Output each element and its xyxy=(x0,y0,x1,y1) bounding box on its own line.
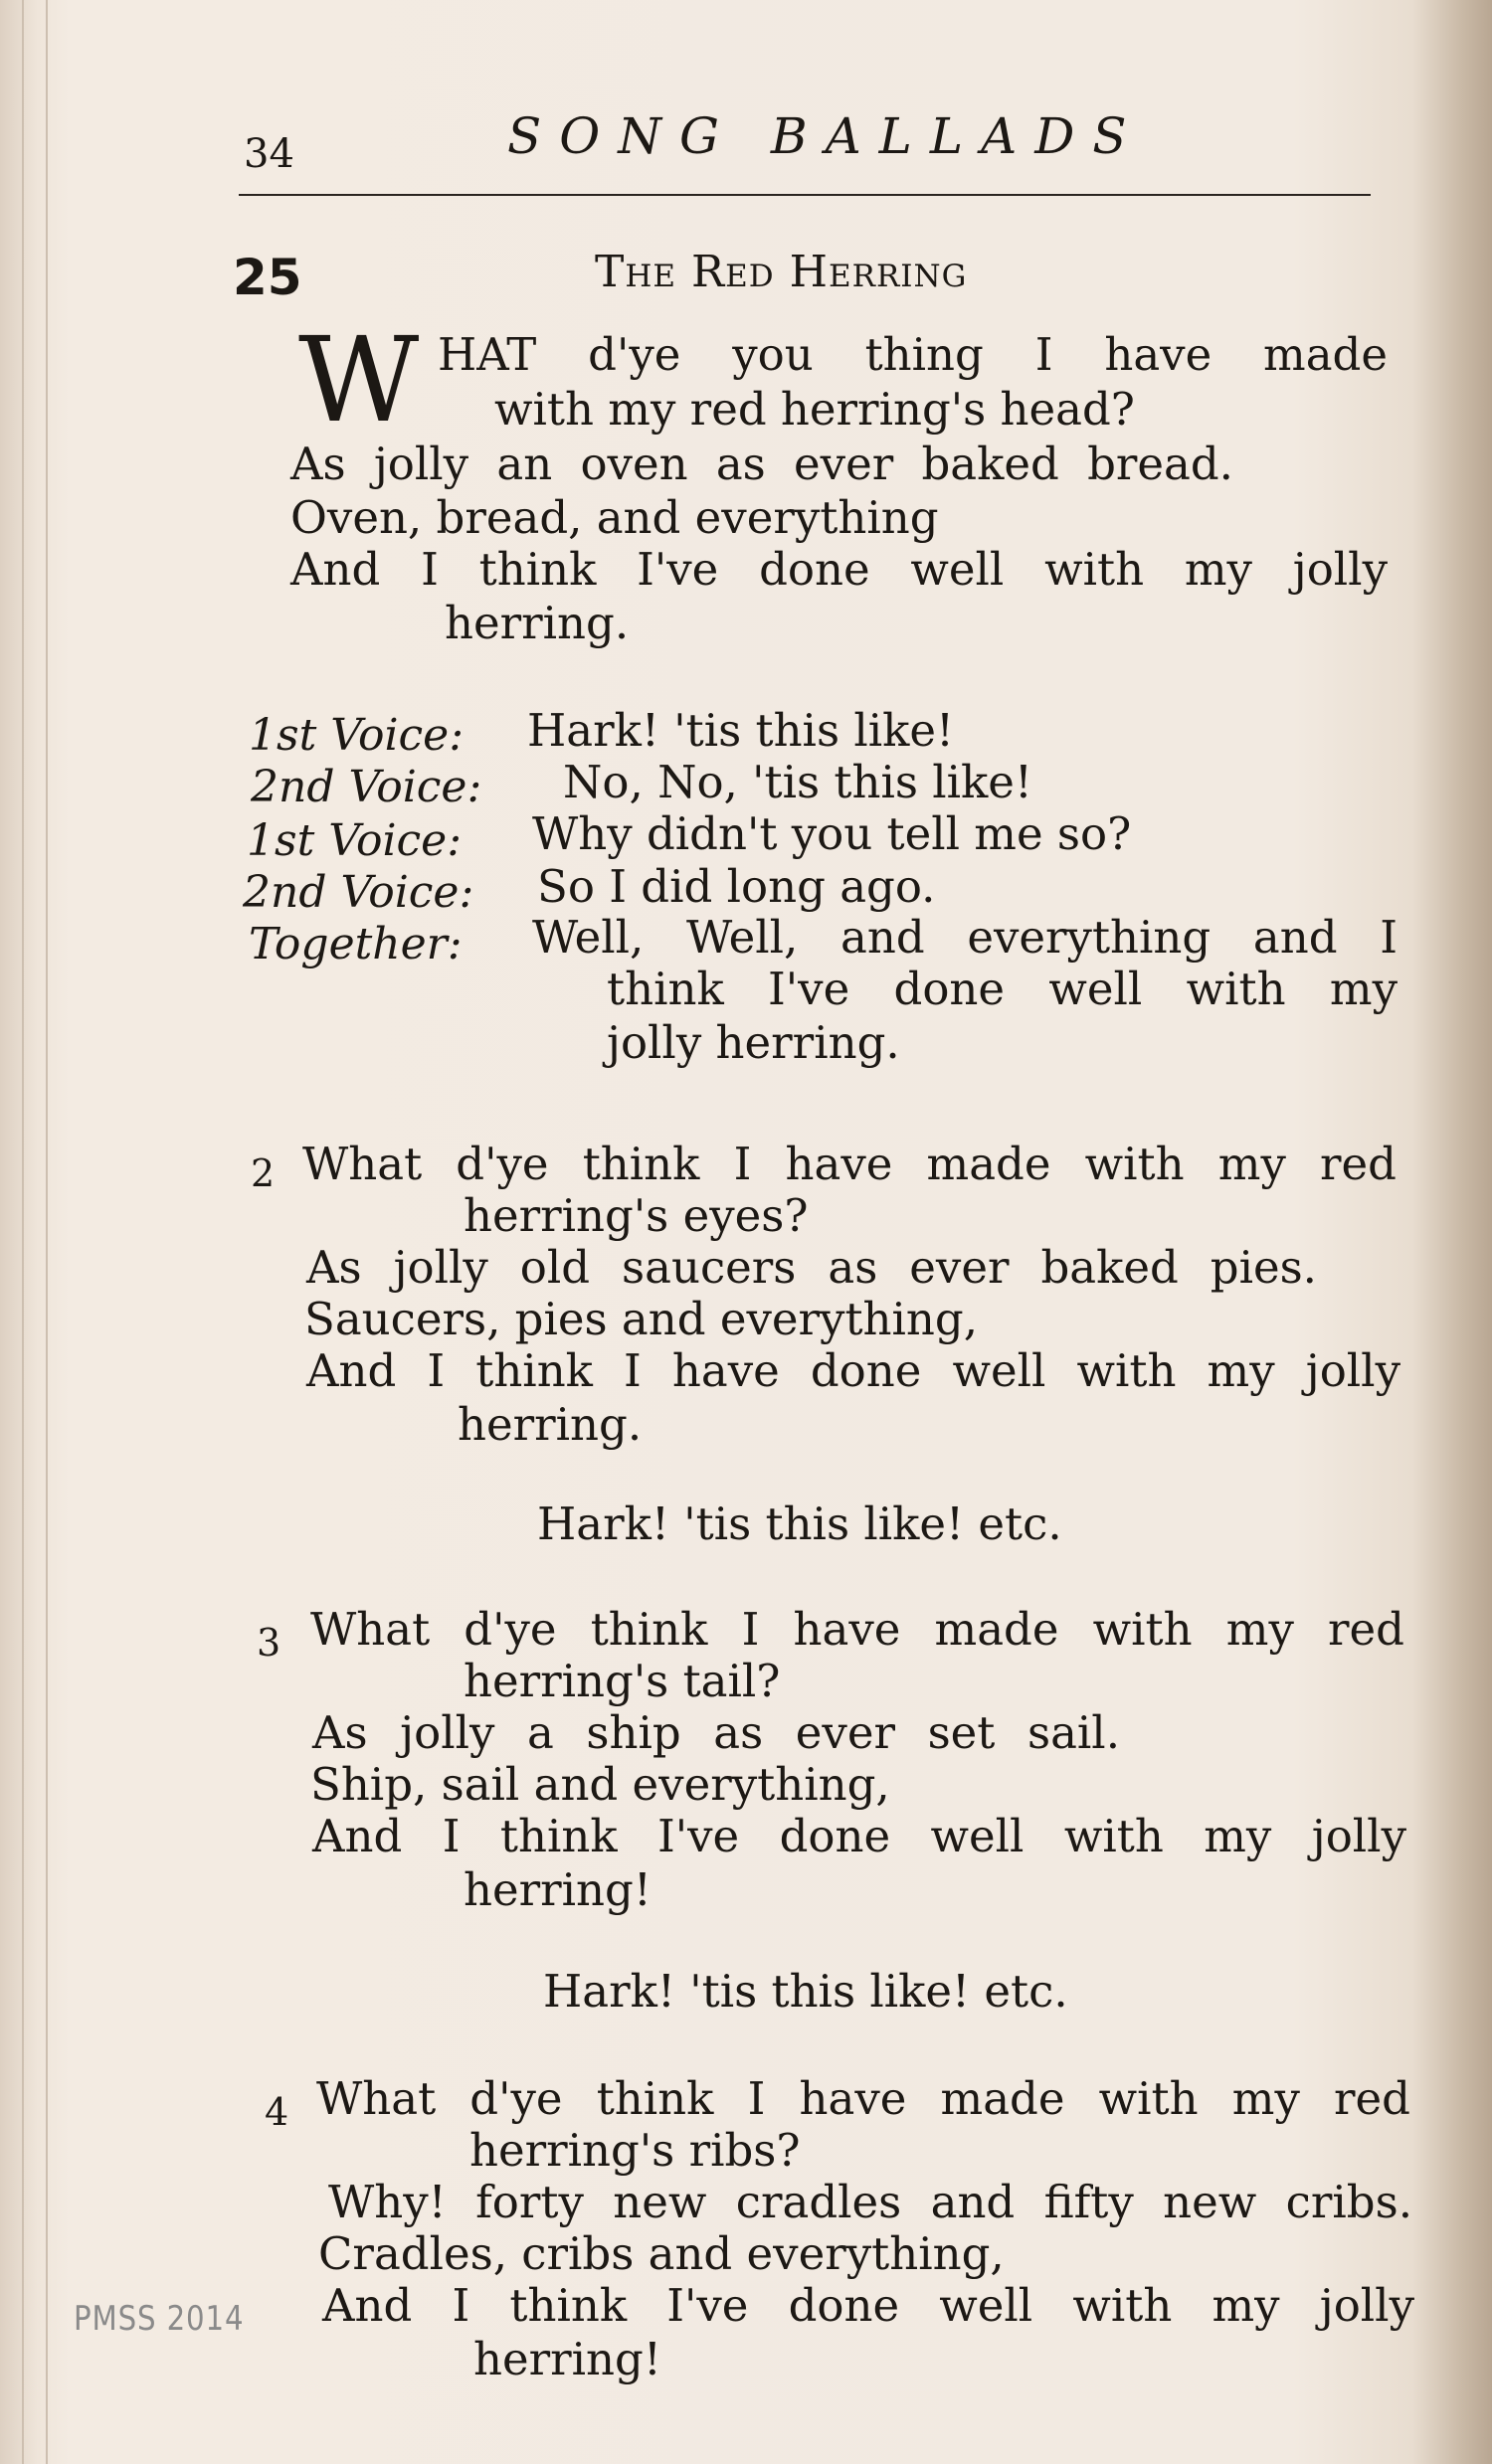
verse-line: What d'ye think I have made with my red xyxy=(316,2072,1410,2125)
verse-line: herring's tail? xyxy=(464,1655,781,1707)
speaker-label: Together: xyxy=(249,919,463,969)
dialogue-line: jolly herring. xyxy=(607,1016,900,1069)
verse-line: herring! xyxy=(464,1863,652,1916)
verse-line: As jolly a ship as ever set sail. xyxy=(312,1706,1120,1759)
binding-edge-line xyxy=(22,0,24,2464)
verse-line: HAT d'ye you thing I have made xyxy=(438,328,1388,381)
speaker-label: 1st Voice: xyxy=(249,710,465,761)
stanza-number: 3 xyxy=(257,1621,281,1665)
refrain-line: Hark! 'tis this like! etc. xyxy=(543,1965,1068,2018)
dialogue-line: No, No, 'tis this like! xyxy=(563,756,1033,808)
verse-line: Saucers, pies and everything, xyxy=(304,1293,978,1345)
verse-line: Why! forty new cradles and fifty new cribs. xyxy=(328,2176,1412,2228)
dialogue-line: Hark! 'tis this like! xyxy=(527,704,955,757)
verse-line: And I think I've done well with my jolly xyxy=(322,2279,1414,2332)
verse-line: herring's eyes? xyxy=(464,1189,809,1242)
verse-line: What d'ye think I have made with my red xyxy=(302,1138,1397,1190)
song-number: 25 xyxy=(233,249,302,306)
dialogue-line: Why didn't you tell me so? xyxy=(532,807,1132,860)
drop-cap: W xyxy=(298,311,420,448)
watermark: PMSS 2014 xyxy=(74,2299,245,2339)
running-title: SONG BALLADS xyxy=(507,107,1145,165)
page-number: 34 xyxy=(244,131,294,177)
refrain-line: Hark! 'tis this like! etc. xyxy=(537,1497,1062,1550)
verse-line: What d'ye think I have made with my red xyxy=(310,1603,1404,1656)
verse-line: As jolly an oven as ever baked bread. xyxy=(290,438,1233,490)
verse-line: As jolly old saucers as ever baked pies. xyxy=(306,1241,1317,1294)
stanza-number: 4 xyxy=(265,2090,289,2134)
verse-line: Cradles, cribs and everything, xyxy=(318,2227,1005,2280)
speaker-label: 2nd Voice: xyxy=(243,867,474,918)
dialogue-line: So I did long ago. xyxy=(537,860,936,913)
binding-edge-line xyxy=(46,0,48,2464)
header-rule xyxy=(239,194,1371,196)
verse-line: Oven, bread, and everything xyxy=(290,491,939,544)
verse-line: And I think I've done well with my jolly xyxy=(290,543,1388,596)
speaker-label: 2nd Voice: xyxy=(251,762,482,812)
song-title: The Red Herring xyxy=(595,247,968,297)
verse-line: herring. xyxy=(458,1398,643,1451)
verse-line: And I think I have done well with my jolly xyxy=(306,1344,1400,1397)
stanza-number: 2 xyxy=(251,1151,276,1195)
dialogue-line: think I've done well with my xyxy=(607,963,1398,1015)
verse-line: herring! xyxy=(473,2333,661,2385)
verse-line: herring's ribs? xyxy=(469,2124,801,2177)
speaker-label: 1st Voice: xyxy=(247,815,463,866)
dialogue-line: Well, Well, and everything and I xyxy=(532,911,1398,964)
verse-line: with my red herring's head? xyxy=(494,383,1135,436)
verse-line: herring. xyxy=(445,597,630,649)
verse-line: And I think I've done well with my jolly xyxy=(312,1810,1406,1862)
verse-line: Ship, sail and everything, xyxy=(310,1758,890,1811)
